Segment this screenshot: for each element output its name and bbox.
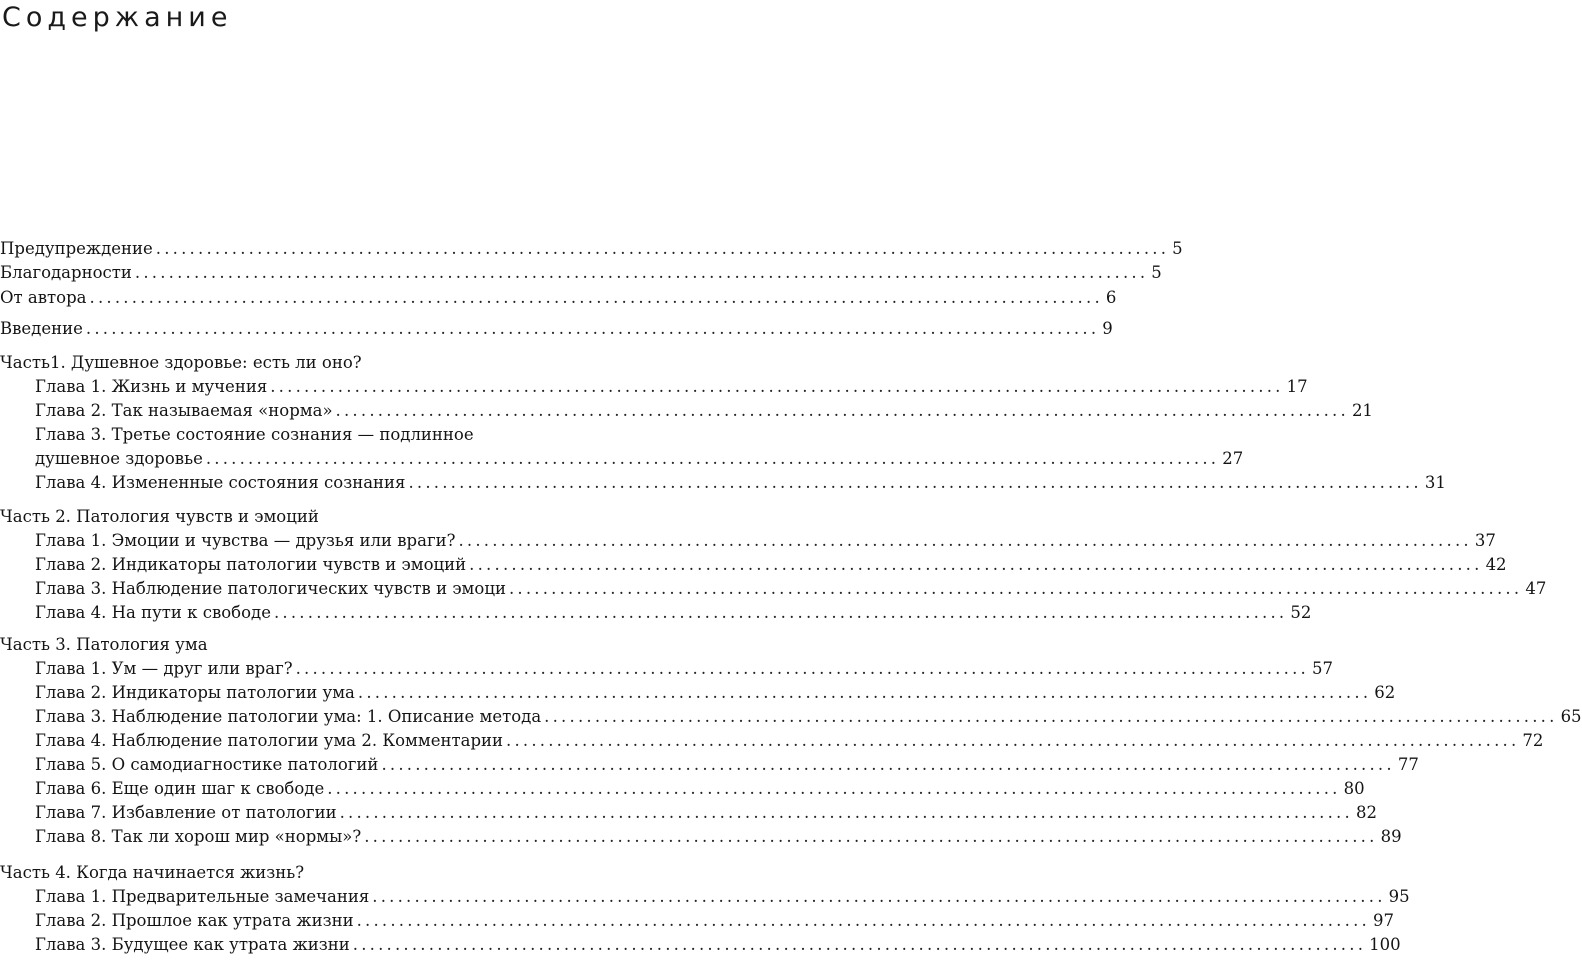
page-number: 5 <box>1151 263 1162 282</box>
toc-entry <box>35 398 1373 424</box>
entry-label: Благодарности <box>0 263 132 282</box>
toc-entry <box>35 800 1377 826</box>
entry-label: Глава 2. Так называемая «норма» <box>35 401 333 420</box>
dot-leader: ........................................................................................................................ <box>458 531 1472 550</box>
page-number: 57 <box>1311 659 1333 678</box>
part-heading: Часть 2. Патология чувств и эмоций <box>0 507 319 526</box>
toc-entry <box>35 576 1547 602</box>
entry-label: Глава 3. Будущее как утрата жизни <box>35 935 350 954</box>
page-number: 62 <box>1374 683 1396 702</box>
toc-entry <box>35 680 1396 706</box>
page-number: 27 <box>1222 449 1244 468</box>
entry-label-continued: душевное здоровье <box>35 449 203 468</box>
page-title: Содержание <box>2 2 233 33</box>
dot-leader: ........................................................................................................................ <box>372 887 1386 906</box>
entry-label: Глава 1. Эмоции и чувства — друзья или враги? <box>35 531 456 550</box>
entry-label: Глава 1. Ум — друг или враг? <box>35 659 293 678</box>
dot-leader: ........................................................................................................................ <box>339 803 1353 822</box>
dot-leader: ........................................................................................................................ <box>508 579 1523 598</box>
toc-entry <box>35 752 1419 778</box>
entry-label: Глава 3. Третье состояние сознания — подлинное <box>35 425 474 444</box>
page-number: 31 <box>1424 473 1446 492</box>
toc-entry <box>35 824 1402 850</box>
entry-label: Глава 8. Так ли хорош мир «нормы»? <box>35 827 362 846</box>
toc-entry <box>35 884 1410 910</box>
page-number: 47 <box>1525 579 1547 598</box>
toc-entry <box>35 374 1308 400</box>
dot-leader: ........................................................................................................................ <box>270 377 1284 396</box>
part-heading: Часть 3. Патология ума <box>0 635 208 654</box>
part-heading: Часть1. Душевное здоровье: есть ли оно? <box>0 353 362 372</box>
page-number: 100 <box>1369 935 1401 954</box>
page-number: 80 <box>1343 779 1365 798</box>
entry-label: Глава 7. Избавление от патологии <box>35 803 337 822</box>
page-number: 21 <box>1351 401 1373 420</box>
page-number: 9 <box>1102 319 1113 338</box>
toc-entry <box>35 552 1507 578</box>
toc-entry <box>0 260 1162 286</box>
dot-leader: ........................................................................................................................ <box>352 935 1367 954</box>
page-number: 52 <box>1290 603 1312 622</box>
toc-entry <box>35 470 1446 496</box>
entry-label: Глава 4. На пути к свободе <box>35 603 271 622</box>
page-number: 17 <box>1286 377 1308 396</box>
toc-entry <box>0 236 1183 262</box>
entry-label: Глава 3. Наблюдение патологических чувств и эмоци <box>35 579 506 598</box>
toc-entry <box>35 704 1582 730</box>
dot-leader: ........................................................................................................................ <box>273 603 1288 622</box>
toc-entry <box>0 316 1113 342</box>
entry-label: Глава 2. Индикаторы патологии чувств и эмоций <box>35 555 467 574</box>
entry-label: Глава 2. Индикаторы патологии ума <box>35 683 355 702</box>
dot-leader: ........................................................................................................................ <box>469 555 1483 574</box>
dot-leader: ........................................................................................................................ <box>134 263 1149 282</box>
toc-entry <box>0 285 1117 311</box>
page-number: 77 <box>1397 755 1419 774</box>
dot-leader: ........................................................................................................................ <box>335 401 1349 420</box>
entry-label: Глава 6. Еще один шаг к свободе <box>35 779 325 798</box>
toc-entry <box>35 776 1365 802</box>
toc-entry <box>35 446 1244 472</box>
dot-leader: ........................................................................................................................ <box>327 779 1341 798</box>
dot-leader: ........................................................................................................................ <box>544 707 1558 726</box>
dot-leader: ........................................................................................................................ <box>364 827 1378 846</box>
page-number: 37 <box>1474 531 1496 550</box>
dot-leader: ........................................................................................................................ <box>89 288 1103 307</box>
page-number: 82 <box>1355 803 1377 822</box>
toc-entry <box>35 600 1312 626</box>
dot-leader: ........................................................................................................................ <box>381 755 1395 774</box>
entry-label: Глава 1. Жизнь и мучения <box>35 377 268 396</box>
page-number: 89 <box>1380 827 1402 846</box>
entry-label: Глава 1. Предварительные замечания <box>35 887 370 906</box>
dot-leader: ........................................................................................................................ <box>205 449 1220 468</box>
dot-leader: ........................................................................................................................ <box>356 911 1370 930</box>
part-heading: Часть 4. Когда начинается жизнь? <box>0 863 305 882</box>
dot-leader: ........................................................................................................................ <box>357 683 1372 702</box>
toc-entry <box>35 728 1544 754</box>
dot-leader: ........................................................................................................................ <box>408 473 1422 492</box>
page-number: 95 <box>1388 887 1410 906</box>
toc-entry <box>35 932 1401 958</box>
entry-label: Глава 3. Наблюдение патологии ума: 1. Описание метода <box>35 707 542 726</box>
entry-label: Глава 2. Прошлое как утрата жизни <box>35 911 354 930</box>
page-number: 72 <box>1522 731 1544 750</box>
toc-entry <box>35 656 1333 682</box>
dot-leader: ........................................................................................................................ <box>85 319 1100 338</box>
dot-leader: ........................................................................................................................ <box>155 239 1170 258</box>
entry-label: Глава 5. О самодиагностике патологий <box>35 755 379 774</box>
entry-label: Глава 4. Измененные состояния сознания <box>35 473 406 492</box>
page-number: 6 <box>1105 288 1117 307</box>
toc-entry <box>35 908 1394 934</box>
entry-label: Глава 4. Наблюдение патологии ума 2. Комментарии <box>35 731 504 750</box>
page-number: 97 <box>1372 911 1394 930</box>
entry-label: Предупреждение <box>0 239 153 258</box>
entry-label: Введение <box>0 319 83 338</box>
toc-entry <box>35 528 1496 554</box>
page-number: 65 <box>1560 707 1582 726</box>
page-number: 5 <box>1172 239 1183 258</box>
entry-label: От автора <box>0 288 87 307</box>
page-number: 42 <box>1485 555 1507 574</box>
dot-leader: ........................................................................................................................ <box>295 659 1309 678</box>
dot-leader: ........................................................................................................................ <box>506 731 1520 750</box>
